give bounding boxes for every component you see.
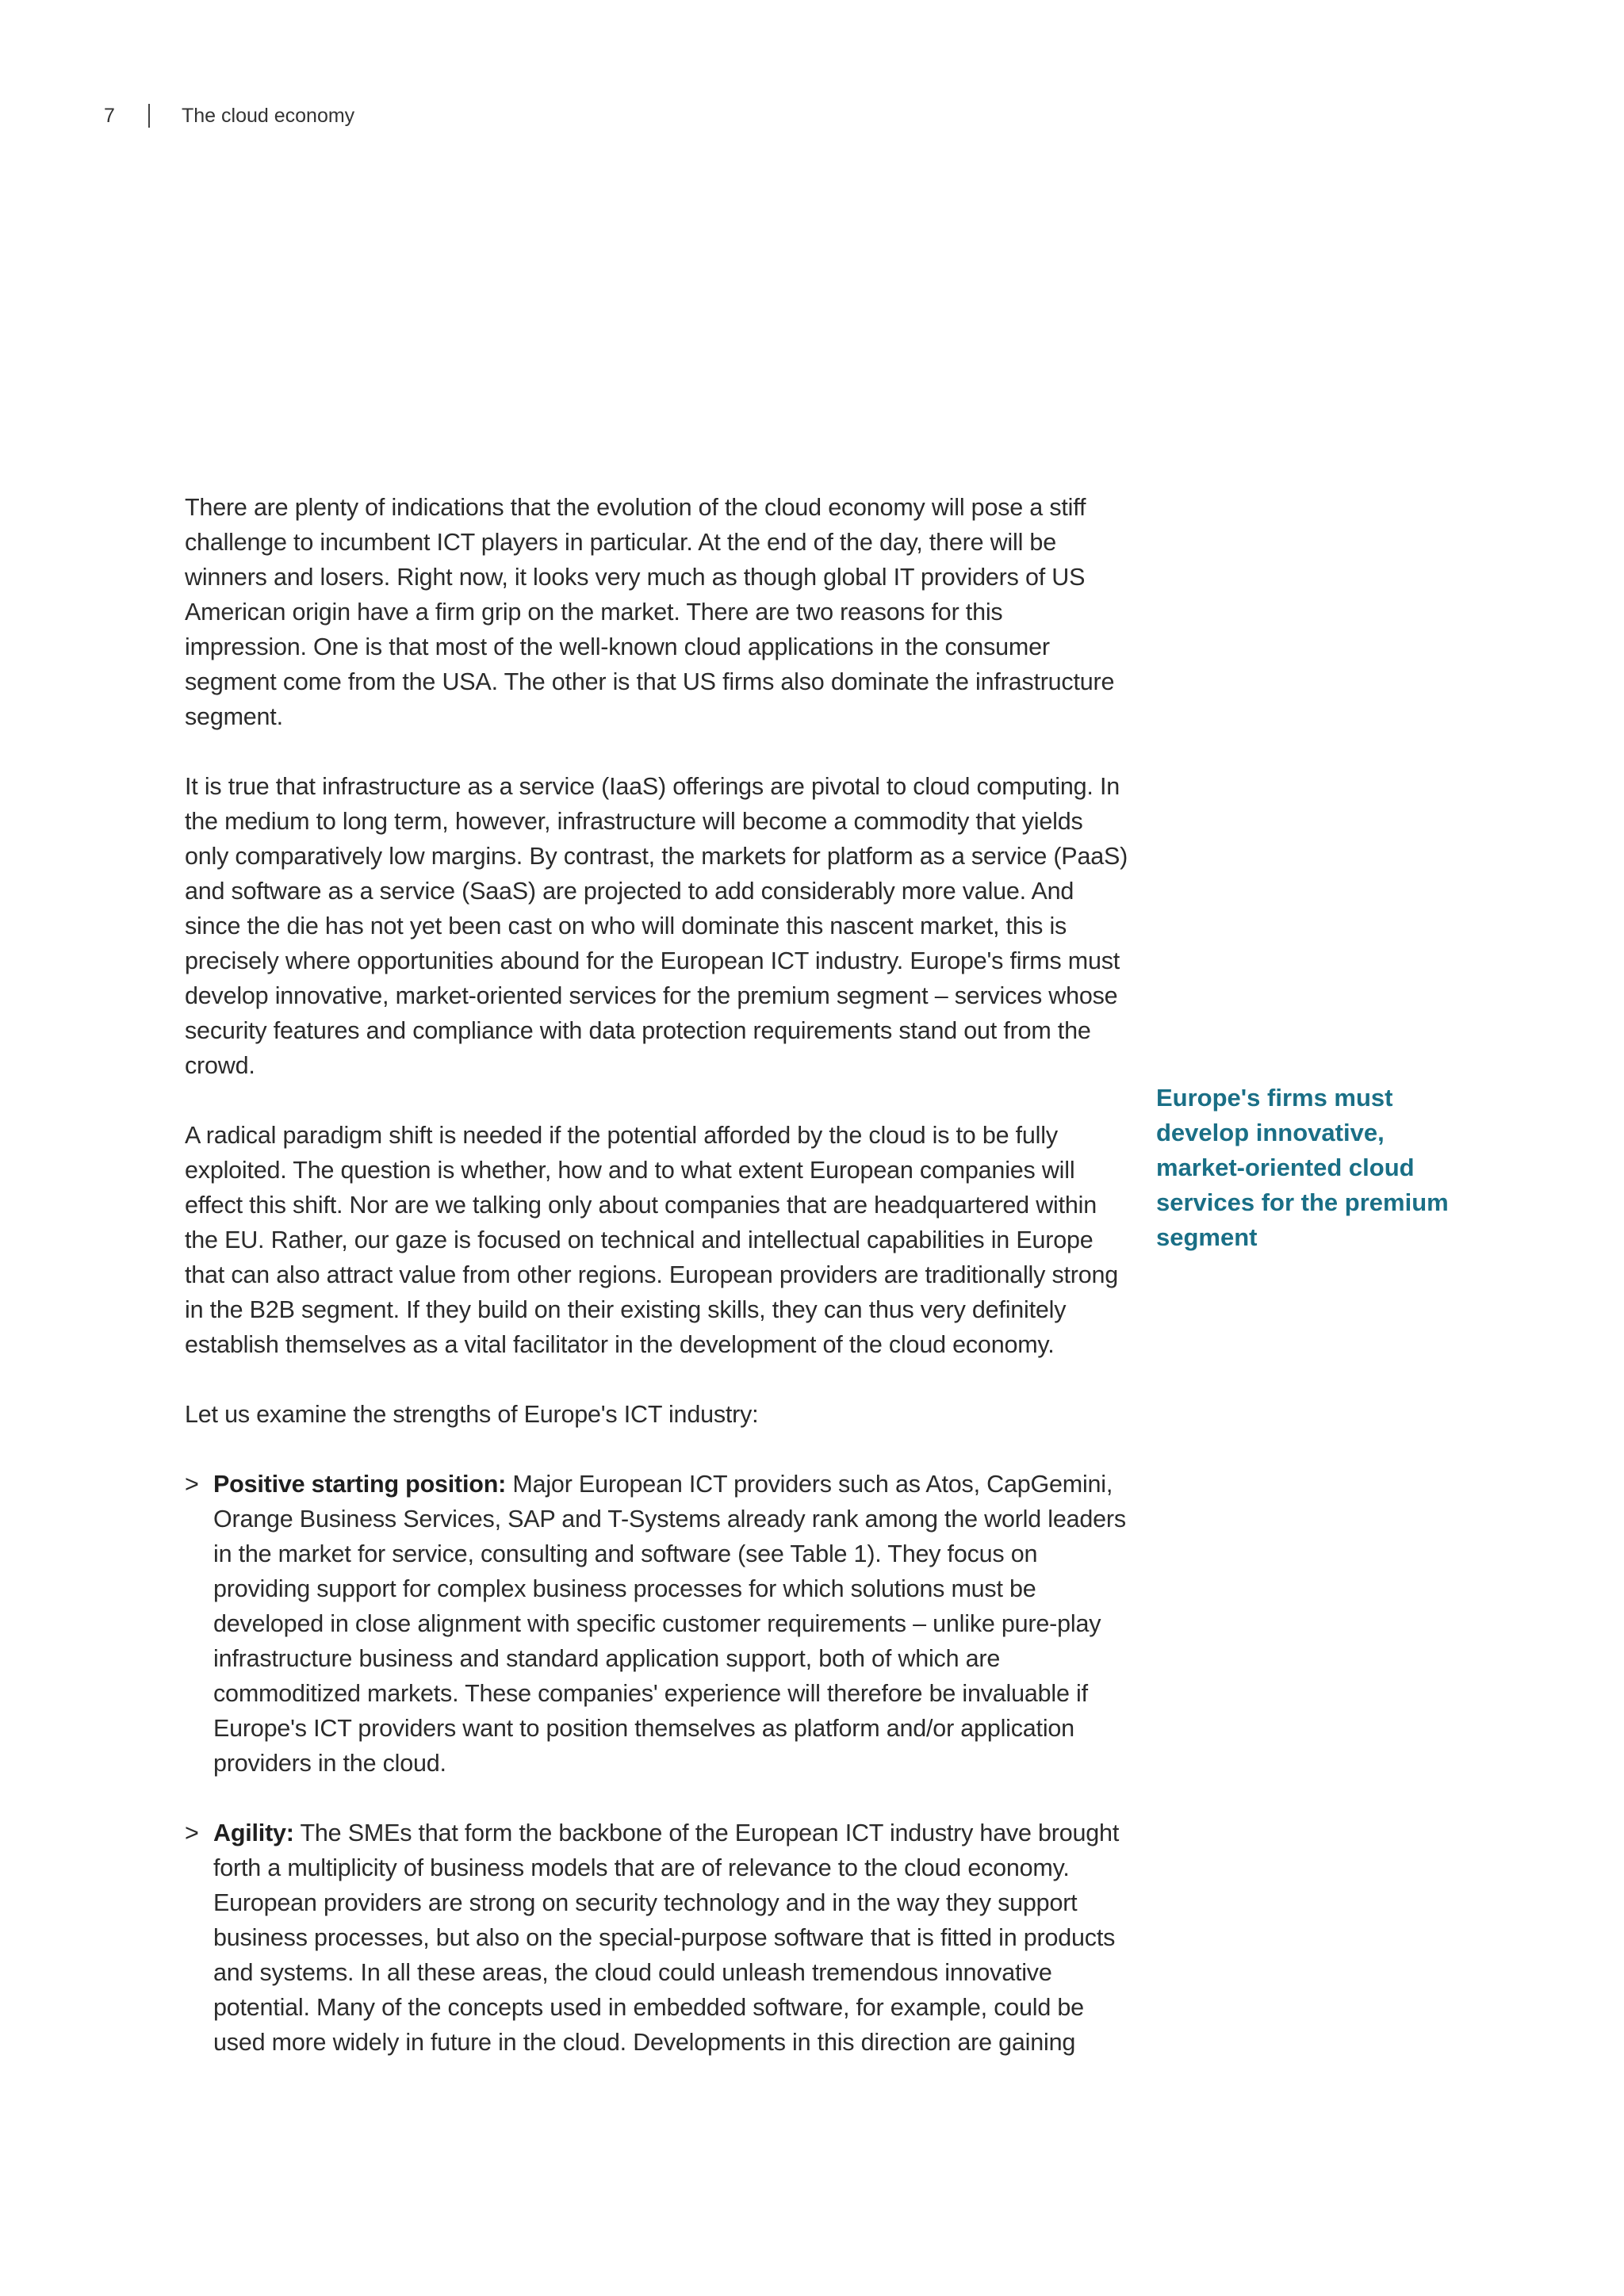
paragraph: A radical paradigm shift is needed if the potential afforded by the cloud is to be fully exploited. The question is whether, how and to what extent European companies will effect this shift. Nor are we talking only about companies that are headquartered within the EU. Rather, our gaze is focused on technical and intellectual capabilities in Europe that can also attract value from other regions. European providers are traditionally strong in the B2B segment. If they build on their existing skills, they can thus very definitely establish themselves as a vital facilitator in the development of the cloud economy. [185,1122,1119,1358]
bullet-marker: > [185,1471,199,1498]
list-item [185,1816,1128,2060]
list-item-text: The SMEs that form the backbone of the European ICT industry have brought forth a multiplicity of business models that are of relevance to the cloud economy. European providers are strong on security technology and in the way they support business processes, but also on the special-purpose software that is fitted in products and systems. In all these areas, the cloud could unleash tremendous innovative potential. Many of the concepts used in embedded software, for example, could be used more widely in future in the cloud. Developments in this direction are gaining [213,1820,1120,2056]
bullet-marker: > [185,1820,199,1846]
list-item [185,1467,1128,1781]
paragraph: There are plenty of indications that the evolution of the cloud economy will pose a stiff challenge to incumbent ICT players in particular. At the end of the day, there will be winners and losers. Right now, it looks very much as though global IT providers of US American origin have a firm grip on the market. There are two reasons for this impression. One is that most of the well-known cloud applications in the consumer segment come from the USA. The other is that US firms also dominate the infrastructure segment. [185,494,1115,730]
list-item-text: Major European ICT providers such as Atos, CapGemini, Orange Business Services, SAP and T-Systems already rank among the world leaders in the market for service, consulting and software (see Table 1). They focus on providing support for complex business processes for which solutions must be developed in close alignment with specific customer requirements – unlike pure-play infrastructure business and standard application support, both of which are commoditized markets. These companies' experience will therefore be invaluable if Europe's ICT providers want to position themselves as platform and/or application providers in the cloud. [213,1471,1126,1777]
paragraph: It is true that infrastructure as a service (IaaS) offerings are pivotal to cloud computing. In the medium to long term, however, infrastructure will become a commodity that yields only comparatively low margins. By contrast, the markets for platform as a service (PaaS) and software as a service (SaaS) are projected to add considerably more value. And since the die has not yet been cast on who will dominate this nascent market, this is precisely where opportunities abound for the European ICT industry. Europe's firms must develop innovative, market-oriented services for the premium segment – services whose security features and compliance with data protection requirements stand out from the crowd. [185,773,1128,1079]
pull-quote: Europe's firms must develop innovative, market-oriented cloud services for the premium segment [1156,1084,1449,1251]
header-divider [148,104,150,128]
page-header [104,100,354,132]
page-number: 7 [104,104,115,127]
main-content [185,490,1128,2095]
list-item-label: Positive starting position: [213,1471,507,1498]
strengths-list [185,1467,1128,2060]
list-item-label: Agility: [213,1820,294,1846]
section-title: The cloud economy [182,104,355,127]
paragraph: Let us examine the strengths of Europe's ICT industry: [185,1401,759,1428]
